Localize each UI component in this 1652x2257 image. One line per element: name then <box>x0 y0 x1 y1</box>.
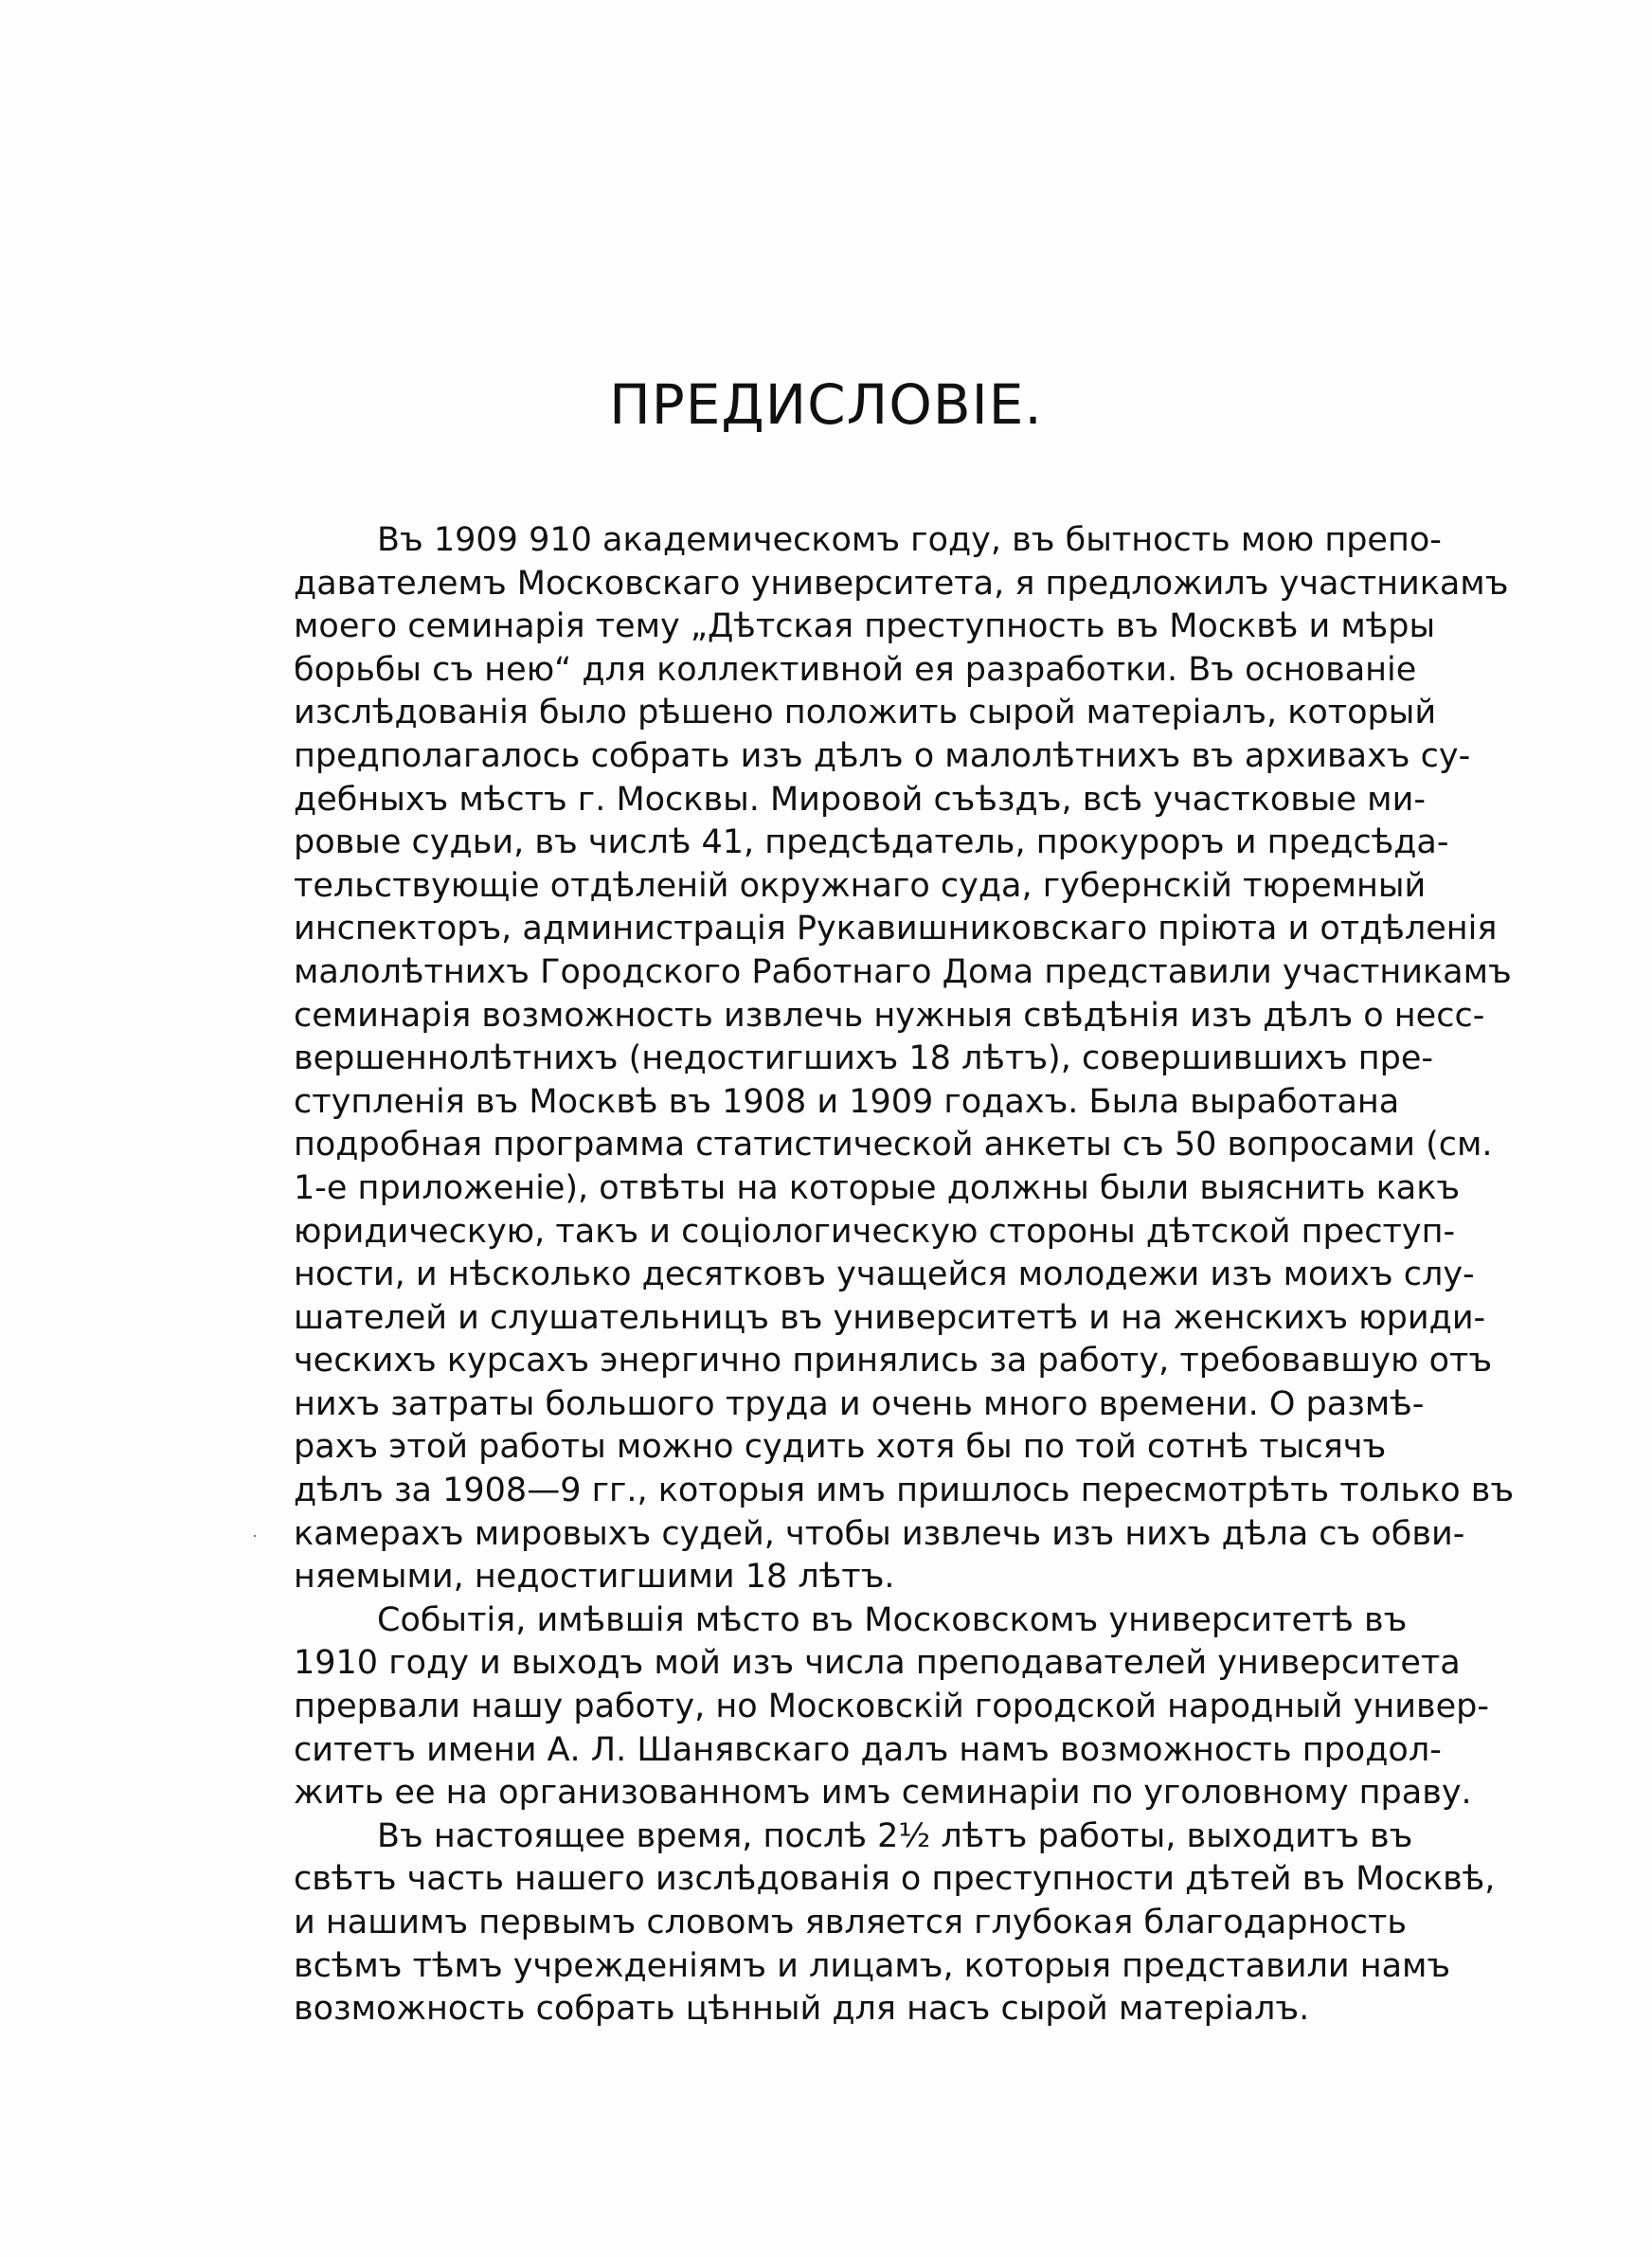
text-line-2: давателемъ Московскаго университета, я предложилъ участникамъ <box>294 564 1509 603</box>
text-line-17: юридическую, такъ и соціологическую стороны дѣтской преступ- <box>294 1212 1456 1251</box>
text-line-3: моего семинарія тему „Дѣтская преступность въ Москвѣ и мѣры <box>294 607 1436 646</box>
text-line-33: и нашимъ первымъ словомъ является глубокая благодарность <box>294 1904 1408 1941</box>
text-line-4: борьбы съ нею“ для коллективной ея разработки. Въ основаніе <box>294 650 1417 689</box>
text-line-16: 1-е приложеніе), отвѣты на которые должны были выяснить какъ <box>294 1168 1461 1207</box>
text-line-8: ровые судьи, въ числѣ 41, предсѣдатель, прокуроръ и предсѣда- <box>294 823 1449 862</box>
text-line-13: вершеннолѣтнихъ (недостигшихъ 18 лѣтъ), совершившихъ пре- <box>294 1039 1433 1078</box>
text-line-10: инспекторъ, администрація Рукавишниковскаго пріюта и отдѣленія <box>294 910 1498 948</box>
text-line-9: тельствующіе отдѣленій окружнаго суда, губернскій тюремный <box>294 866 1427 905</box>
text-line-12: семинарія возможность извлечь нужныя свѣдѣнія изъ дѣлъ о несс- <box>294 996 1485 1035</box>
text-line-31: Въ настоящее время, послѣ 2½ лѣтъ работы, выходитъ въ <box>377 1816 1413 1855</box>
text-line-32: свѣтъ часть нашего изслѣдованія о преступности дѣтей въ Москвѣ, <box>294 1860 1496 1899</box>
text-line-15: подробная программа статистической анкеты съ 50 вопросами (см. <box>294 1126 1493 1165</box>
text-line-24: камерахъ мировыхъ судей, чтобы извлечь изъ нихъ дѣла съ обви- <box>294 1514 1465 1553</box>
text-line-30: жить ее на организованномъ имъ семинаріи по уголовному праву. <box>294 1774 1472 1813</box>
text-line-26: Событія, имѣвшія мѣсто въ Московскомъ университетѣ въ <box>377 1600 1408 1639</box>
text-line-1: Въ 1909 910 академическомъ году, въ бытность мою препо- <box>377 521 1442 559</box>
text-line-25: няемыми, недостигшими 18 лѣтъ. <box>294 1558 895 1597</box>
text-line-34: всѣмъ тѣмъ учрежденіямъ и лицамъ, которыя представили намъ <box>294 1946 1451 1985</box>
text-line-20: ческихъ курсахъ энергично принялись за работу, требовавшую отъ <box>294 1342 1493 1381</box>
text-line-7: дебныхъ мѣстъ г. Москвы. Мировой съѣздъ, всѣ участковые ми- <box>294 780 1426 819</box>
text-line-29: ситетъ имени А. Л. Шанявскаго далъ намъ возможность продол- <box>294 1730 1442 1769</box>
page-title: ПРЕДИСЛОВІЕ. <box>609 372 1043 437</box>
text-line-23: дѣлъ за 1908—9 гг., которыя имъ пришлось пересмотрѣть только въ <box>294 1472 1515 1510</box>
preface-text <box>294 519 1515 2031</box>
text-line-14: ступленія въ Москвѣ въ 1908 и 1909 годахъ. Была выработана <box>294 1082 1400 1121</box>
text-line-21: нихъ затраты большого труда и очень много времени. О размѣ- <box>294 1384 1425 1423</box>
margin-speck <box>254 1535 256 1537</box>
text-line-19: шателей и слушательницъ въ университетѣ и на женскихъ юриди- <box>294 1298 1486 1337</box>
text-line-27: 1910 году и выходъ мой изъ числа преподавателей университета <box>294 1644 1461 1683</box>
text-line-11: малолѣтнихъ Городского Работнаго Дома представили участникамъ <box>294 952 1512 991</box>
text-line-18: ности, и нѣсколько десятковъ учащейся молодежи изъ моихъ слу- <box>294 1255 1475 1294</box>
text-line-28: прервали нашу работу, но Московскій городской народный универ- <box>294 1688 1490 1726</box>
text-line-6: предполагалось собрать изъ дѣлъ о малолѣтнихъ въ архивахъ су- <box>294 736 1471 775</box>
text-line-35: возможность собрать цѣнный для насъ сырой матеріалъ. <box>294 1990 1310 2029</box>
text-line-5: изслѣдованія было рѣшено положить сырой матеріалъ, который <box>294 694 1437 732</box>
text-line-22: рахъ этой работы можно судить хотя бы по той сотнѣ тысячъ <box>294 1428 1387 1467</box>
